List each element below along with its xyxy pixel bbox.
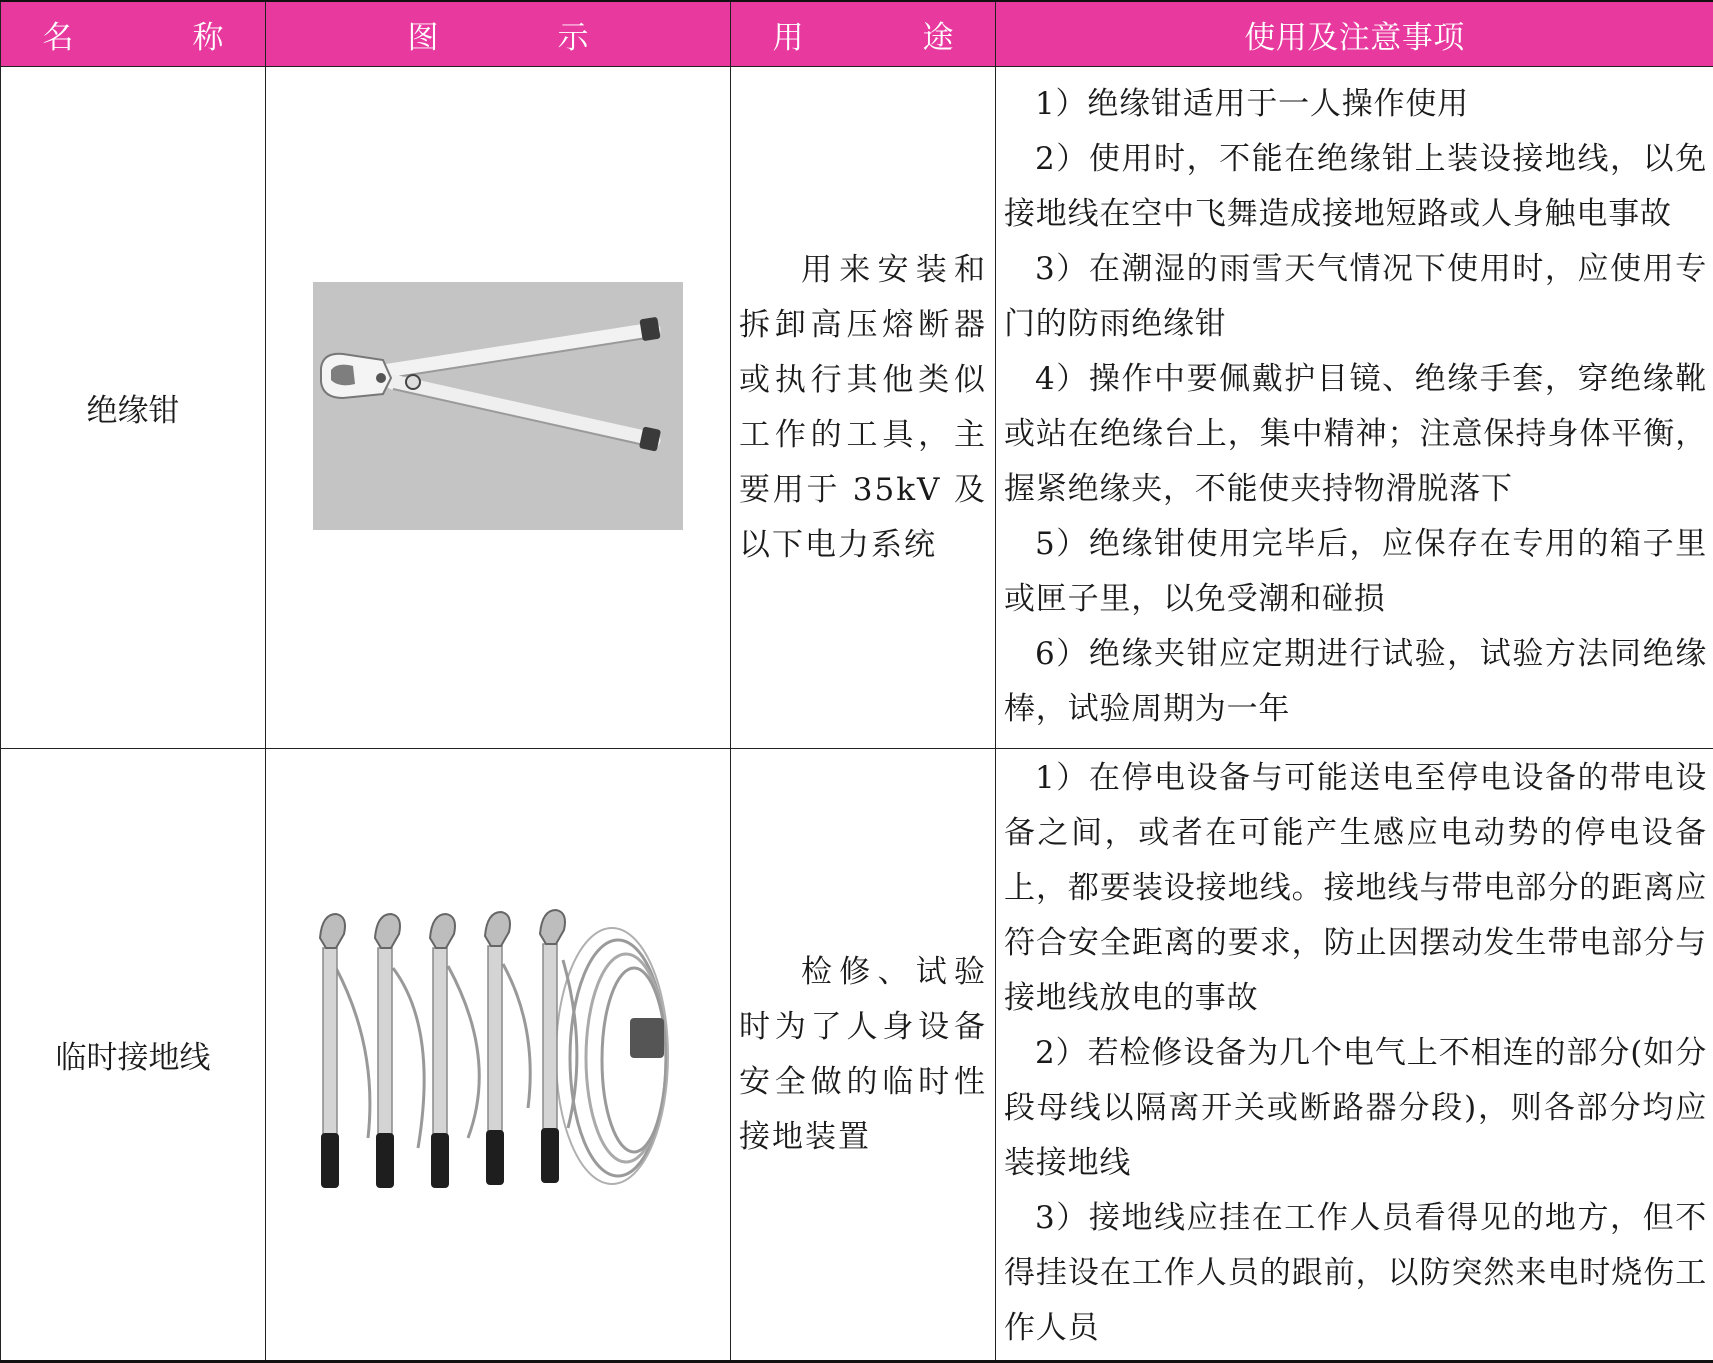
header-use: 用 途: [731, 1, 996, 67]
note-item: 2）使用时，不能在绝缘钳上装设接地线，以免接地线在空中飞舞造成接地短路或人身触电事故: [1004, 132, 1707, 242]
note-item: 3）接地线应挂在工作人员看得见的地方，但不得挂设在工作人员的跟前，以防突然来电时烧伤工作人员: [1004, 1191, 1707, 1356]
note-item: 1）绝缘钳适用于一人操作使用: [1004, 77, 1707, 132]
table-row: [1, 749, 1713, 1362]
grounding-wire-icon: [308, 908, 688, 1198]
note-item: 6）绝缘夹钳应定期进行试验，试验方法同绝缘棒，试验周期为一年: [1004, 627, 1707, 737]
note-item: 1）在停电设备与可能送电至停电设备的带电设备之间，或者在可能产生感应电动势的停电设备上，都要装设接地线。接地线与带电部分的距离应符合安全距离的要求，防止因摆动发生带电部分与接地线放电的事故: [1004, 751, 1707, 1026]
tool-name: 临时接地线: [1, 749, 266, 1362]
note-item: 5）绝缘钳使用完毕后，应保存在专用的箱子里或匣子里，以免受潮和碰损: [1004, 517, 1707, 627]
insulating-pliers-icon: [313, 282, 683, 530]
tool-use-cell: [731, 67, 996, 749]
header-name: 名 称: [1, 1, 266, 67]
header-image: 图 示: [266, 1, 731, 67]
header-notes: 使用及注意事项: [996, 1, 1713, 67]
tool-use: 用来安装和拆卸高压熔断器或执行其他类似工作的工具，主要用于 35kV 及以下电力系统: [739, 243, 987, 573]
tool-name: 绝缘钳: [1, 67, 266, 749]
note-item: 4）操作中要佩戴护目镜、绝缘手套，穿绝缘靴或站在绝缘台上，集中精神；注意保持身体平衡，握紧绝缘夹，不能使夹持物滑脱落下: [1004, 352, 1707, 517]
tool-use: 检修、试验时为了人身设备安全做的临时性接地装置: [739, 945, 987, 1165]
note-item: 2）若检修设备为几个电气上不相连的部分(如分段母线以隔离开关或断路器分段)，则各部分均应装接地线: [1004, 1026, 1707, 1191]
tool-use-cell: [731, 749, 996, 1362]
image-cell: [266, 749, 731, 1362]
note-item: 3）在潮湿的雨雪天气情况下使用时，应使用专门的防雨绝缘钳: [1004, 242, 1707, 352]
header-row: [1, 1, 1713, 67]
image-cell: [266, 67, 731, 749]
tool-notes: [996, 749, 1713, 1362]
table-row: [1, 67, 1713, 749]
tool-notes: [996, 67, 1713, 749]
